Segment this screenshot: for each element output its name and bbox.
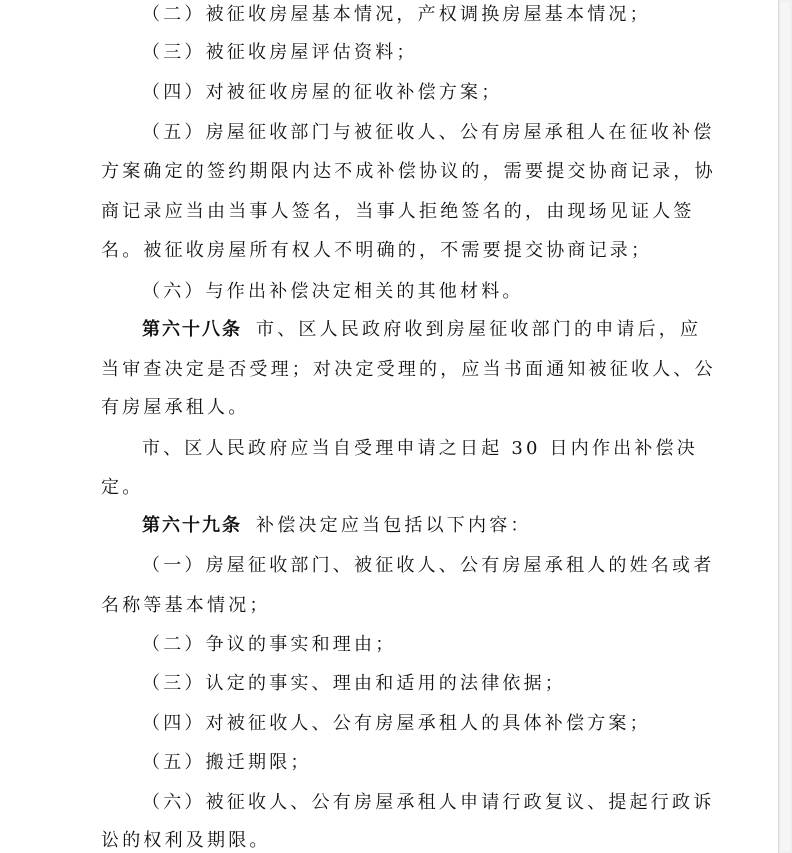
text-line: 当审查决定是否受理；对决定受理的，应当书面通知被征收人、公 (101, 359, 716, 380)
text-line: 有房屋承租人。 (101, 397, 250, 418)
article-69-text: 补偿决定应当包括以下内容： (256, 515, 532, 536)
text-line: 名。被征收房屋所有权人不明确的，不需要提交协商记录； (101, 240, 653, 261)
text-line: （六）被征收人、公有房屋承租人申请行政复议、提起行政诉 (142, 792, 715, 813)
scrollbar-thumb[interactable] (781, 2, 790, 851)
article-69-line (142, 513, 779, 539)
text-line: 市、区人民政府应当自受理申请之日起 30 日内作出补偿决 (142, 438, 698, 459)
article-heading-69: 第六十九条 (142, 515, 242, 536)
text-line: （四）对被征收人、公有房屋承租人的具体补偿方案； (142, 713, 651, 734)
text-line: 讼的权利及期限。 (101, 830, 271, 851)
text-line: 定。 (101, 477, 144, 498)
text-line: （五）搬迁期限； (142, 752, 312, 773)
vertical-scrollbar[interactable] (778, 0, 792, 853)
text-line: 名称等基本情况； (101, 595, 271, 616)
text-line: （二）争议的事实和理由； (142, 634, 397, 655)
text-line: （三）被征收房屋评估资料； (142, 42, 418, 63)
text-line: （一）房屋征收部门、被征收人、公有房屋承租人的姓名或者 (142, 555, 715, 576)
article-68-text: 市、区人民政府收到房屋征收部门的申请后，应 (256, 319, 702, 340)
text-line: （二）被征收房屋基本情况，产权调换房屋基本情况； (142, 4, 651, 25)
text-line: （三）认定的事实、理由和适用的法律依据； (142, 673, 566, 694)
text-line: （四）对被征收房屋的征收补偿方案； (142, 82, 503, 103)
text-line: （五）房屋征收部门与被征收人、公有房屋承租人在征收补偿 (142, 122, 715, 143)
text-line: 商记录应当由当事人签名，当事人拒绝签名的，由现场见证人签 (101, 201, 695, 222)
article-heading-68: 第六十八条 (142, 319, 242, 340)
article-68-line (142, 317, 779, 343)
text-line: 方案确定的签约期限内达不成补偿协议的，需要提交协商记录，协 (101, 161, 716, 182)
text-line: （六）与作出补偿决定相关的其他材料。 (142, 281, 524, 302)
